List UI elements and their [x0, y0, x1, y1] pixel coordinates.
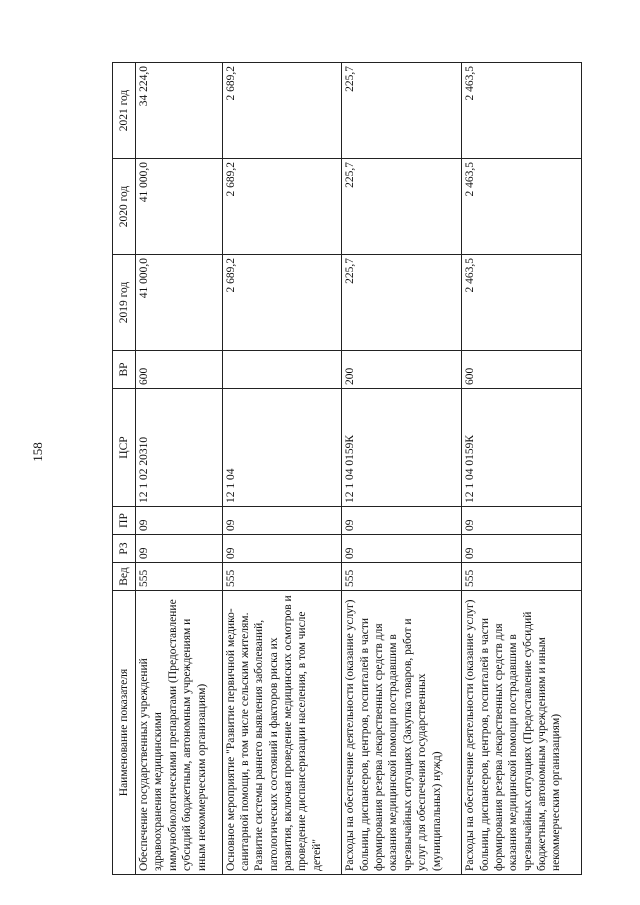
- row-name: Основное мероприятие "Развитие первичной медико-санитарной помощи, в том числе сельским жителям. Развитие системы раннего выявления заболеваний, патологических состояний и факторов риска их развития, включая проведение медицинских осмотров и проведение диспансеризации населения, в том числе детей": [222, 591, 342, 875]
- header-rz: РЗ: [113, 535, 136, 563]
- row-pr: 09: [136, 507, 223, 535]
- row-csr: 12 1 02 20310: [136, 389, 223, 507]
- row-2019: 2 689,2: [222, 255, 342, 351]
- header-2021: 2021 год: [113, 63, 136, 159]
- header-name: Наименование показателя: [113, 591, 136, 875]
- row-2021: 225,7: [342, 63, 462, 159]
- budget-table: [112, 62, 582, 875]
- row-2020: 2 689,2: [222, 159, 342, 255]
- row-2021: 2 689,2: [222, 63, 342, 159]
- row-2019: 41 000,0: [136, 255, 223, 351]
- row-pr: 09: [462, 507, 582, 535]
- page-number: 158: [30, 442, 45, 462]
- row-pr: 09: [342, 507, 462, 535]
- row-csr: 12 1 04 0159К: [342, 389, 462, 507]
- header-2020: 2020 год: [113, 159, 136, 255]
- header-csr: ЦСР: [113, 389, 136, 507]
- row-vr: 600: [462, 351, 582, 389]
- row-name: Расходы на обеспечение деятельности (оказание услуг) больниц, диспансеров, центров, госпиталей в части формирования резерва лекарственных средств для оказания медицинской помощи пострадавшим в чрезвычайных ситуациях (Закупка товаров, работ и услуг для обеспечения государственных (муниципальных) нужд): [342, 591, 462, 875]
- budget-table-container: [112, 65, 582, 875]
- row-2021: 2 463,5: [462, 63, 582, 159]
- row-2019: 225,7: [342, 255, 462, 351]
- row-ved: 555: [462, 563, 582, 591]
- row-vr: 200: [342, 351, 462, 389]
- header-ved: Вед: [113, 563, 136, 591]
- table-row: [136, 63, 223, 875]
- table-header-row: [113, 63, 136, 875]
- row-rz: 09: [136, 535, 223, 563]
- row-rz: 09: [342, 535, 462, 563]
- row-2020: 2 463,5: [462, 159, 582, 255]
- table-row: [342, 63, 462, 875]
- row-2020: 225,7: [342, 159, 462, 255]
- row-vr: [222, 351, 342, 389]
- row-2021: 34 224,0: [136, 63, 223, 159]
- header-pr: ПР: [113, 507, 136, 535]
- row-rz: 09: [462, 535, 582, 563]
- row-vr: 600: [136, 351, 223, 389]
- row-name: Обеспечение государственных учреждений здравоохранения медицинскими иммунобиологическими препаратами (Предоставление субсидий бюджетным, автономным учреждениям и иным некоммерческим организациям): [136, 591, 223, 875]
- row-rz: 09: [222, 535, 342, 563]
- row-ved: 555: [342, 563, 462, 591]
- row-csr: 12 1 04: [222, 389, 342, 507]
- row-2020: 41 000,0: [136, 159, 223, 255]
- row-name: Расходы на обеспечение деятельности (оказание услуг) больниц, диспансеров, центров, госпиталей в части формирования резерва лекарственных средств для оказания медицинской помощи пострадавшим в чрезвычайных ситуациях (Предоставление субсидий бюджетным, автономным учреждениям и иным некоммерческим организациям): [462, 591, 582, 875]
- row-csr: 12 1 04 0159К: [462, 389, 582, 507]
- header-vr: ВР: [113, 351, 136, 389]
- row-ved: 555: [222, 563, 342, 591]
- table-row: [222, 63, 342, 875]
- row-2019: 2 463,5: [462, 255, 582, 351]
- row-ved: 555: [136, 563, 223, 591]
- row-pr: 09: [222, 507, 342, 535]
- table-row: [462, 63, 582, 875]
- header-2019: 2019 год: [113, 255, 136, 351]
